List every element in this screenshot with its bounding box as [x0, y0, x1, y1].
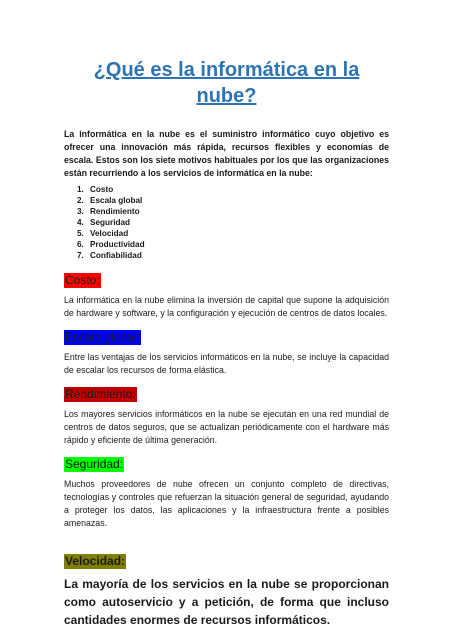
list-item	[77, 217, 389, 228]
list-item	[77, 195, 389, 206]
section-heading-rendimiento: Rendimiento:	[65, 387, 136, 401]
section-escala-global	[64, 328, 389, 377]
list-label: Costo	[90, 185, 114, 194]
list-number: 1.	[77, 185, 84, 194]
list-number: 2.	[77, 196, 84, 205]
list-number: 4.	[77, 218, 84, 227]
list-number: 5.	[77, 229, 84, 238]
reasons-list	[64, 184, 389, 261]
section-heading-escala-global: Escala global:	[65, 330, 140, 344]
section-heading-costo: Costo:	[65, 273, 100, 287]
section-seguridad	[64, 455, 389, 530]
list-label: Escala global	[90, 196, 143, 205]
list-label: Productividad	[90, 240, 145, 249]
list-label: Rendimiento	[90, 207, 140, 216]
section-body-velocidad: La mayoría de los servicios en la nube se proporcionan como autoservicio y a petición, de forma que incluso cantidades enormes de recursos informáticos.	[64, 577, 389, 627]
section-body-seguridad: Muchos proveedores de nube ofrecen un conjunto completo de directivas, tecnologías y controles que refuerzan la situación general de seguridad, ayudando a proteger los datos, las aplicaciones y la infraestructura frente a posibles amenazas.	[64, 479, 389, 528]
section-velocidad	[64, 552, 389, 629]
section-costo	[64, 271, 389, 320]
list-item	[77, 239, 389, 250]
page-title: ¿Qué es la informática en la nube?	[93, 59, 360, 107]
section-rendimiento	[64, 385, 389, 447]
section-body-costo: La informática en la nube elimina la inversión de capital que supone la adquisición de hardware y software, y la configuración y ejecución de centros de datos locales.	[64, 295, 389, 318]
list-item	[77, 184, 389, 195]
list-number: 6.	[77, 240, 84, 249]
list-item	[77, 250, 389, 261]
intro-paragraph: La informática en la nube es el suministro informático cuyo objetivo es ofrecer una innovación más rápida, recursos flexibles y economías de escala. Estos son los siete motivos habituales por los que las organizaciones están recurriendo a los servicios de informática en la nube:	[64, 129, 389, 178]
list-label: Velocidad	[90, 229, 129, 238]
section-body-escala-global: Entre las ventajas de los servicios informáticos en la nube, se incluye la capacidad de escalar los recursos de forma elástica.	[64, 352, 389, 375]
list-number: 7.	[77, 251, 84, 260]
list-number: 3.	[77, 207, 84, 216]
list-label: Seguridad	[90, 218, 131, 227]
section-heading-velocidad: Velocidad:	[65, 554, 126, 568]
list-label: Confiabilidad	[90, 251, 142, 260]
section-heading-seguridad: Seguridad:	[65, 457, 124, 471]
section-body-rendimiento: Los mayores servicios informáticos en la nube se ejecutan en una red mundial de centros de datos seguros, que se actualizan periódicamente con el hardware más rápido y eficiente de última generación.	[64, 409, 389, 445]
list-item	[77, 206, 389, 217]
list-item	[77, 228, 389, 239]
